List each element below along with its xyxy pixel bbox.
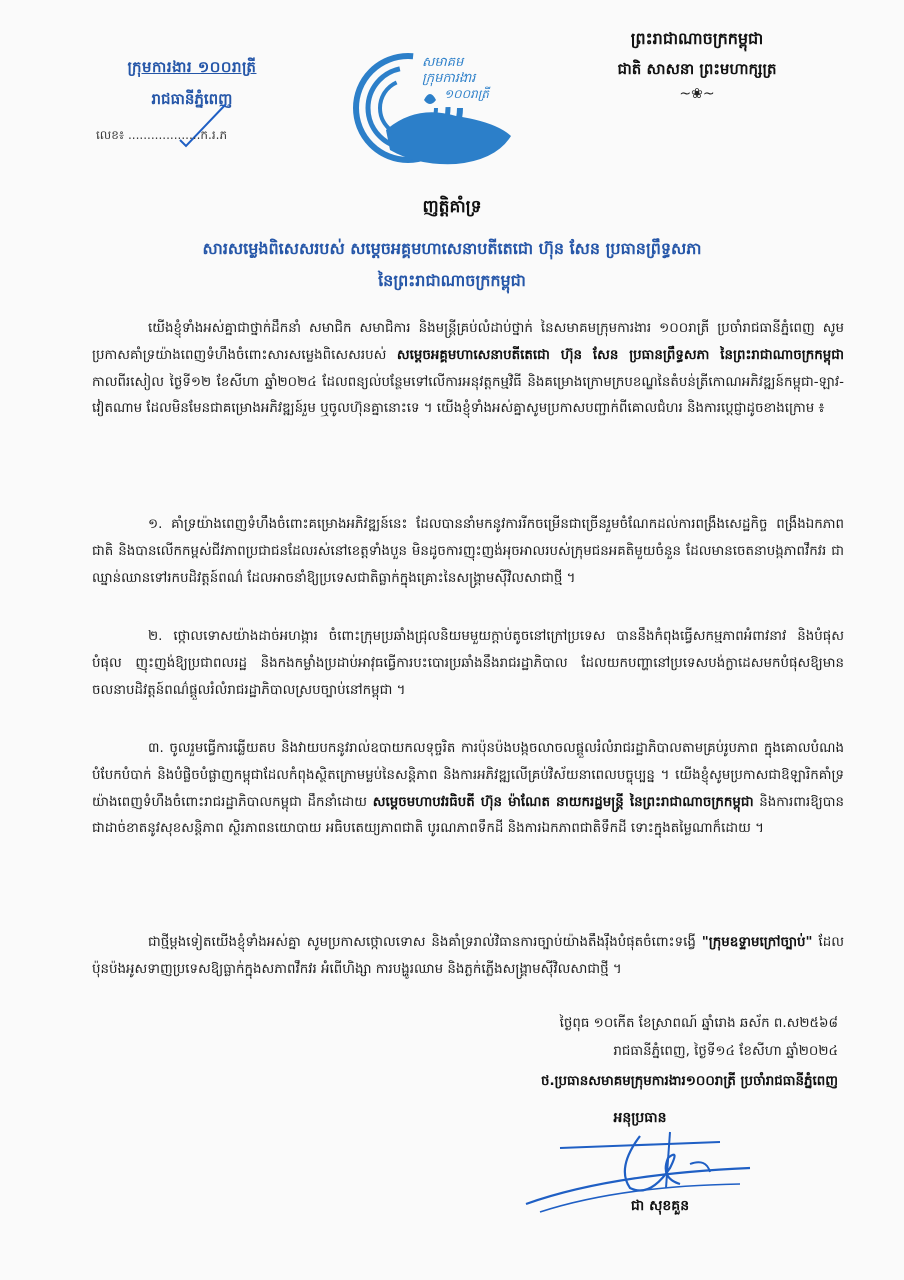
document-subtitle-line2: នៃព្រះរាជាណាចក្រកម្ពុជា [378, 271, 526, 290]
intro-paragraph [92, 316, 844, 423]
signer-name: ជា សុខគួន [630, 1198, 690, 1214]
association-logo-icon [346, 44, 524, 172]
logo-text-2: ក្រុមការងារ [422, 71, 476, 86]
point-2-text: ២. ថ្កោលទោសយ៉ាងដាច់អហង្ការ ចំពោះក្រុមប្រឆាំងជ្រុលនិយមមួយក្តាប់តូចនៅក្រៅប្រទេស បាននឹងកំពុងធ្វើសកម្មភាពអំពាវនាវ និងបំផុសបំផុល ញុះញង់ឱ្យប្រជាពលរដ្ឋ និងកងកម្លាំងប្រដាប់អាវុធធ្វើការបះបោរប្រឆាំងនឹងរាជរដ្ឋាភិបាល ដែលយកបញ្ហានៅប្រទេសបង់ក្លាដេសមកបំផុសឱ្យមានចលនាបដិវត្តន៍ពណ៌ផ្តួលរំលំរាជរដ្ឋាភិបាលស្របច្បាប់នៅកម្ពុជា ។ [92, 629, 844, 698]
document-title: ញត្តិគាំទ្រ [422, 197, 482, 217]
closing-paragraph [92, 930, 844, 984]
closing-text-bold: "ក្រុមឧទ្ទាមក្រៅច្បាប់" [701, 935, 813, 950]
signer-role: អនុប្រធាន [613, 1110, 667, 1126]
document-subtitle-line1: សារសម្លេងពិសេសរបស់ សម្តេចអគ្គមហាសេនាបតីតេជោ ហ៊ុន សែន ប្រធានព្រឹទ្ធសភា [202, 239, 702, 258]
point-3-text-a: ៣. ចូលរួមធ្វើការឆ្លើយតប និងវាយបកនូវរាល់ឧបាយកលទុច្ចរិត ការប៉ុនប៉ងបង្កចលាចលផ្តួលរំលំរាជរដ្ឋាភិបាលតាមគ្រប់រូបភាព ក្នុងគោលបំណងបំបែកបំបាក់ និងបំផ្លិចបំផ្លាញកម្ពុជាដែលកំពុងស្ថិតក្រោមម្លប់នៃសន្តិភាព និងការអភិវឌ្ឍលើគ្រប់វិស័យនាពេលបច្ចុប្បន្ន ។ យើងខ្ញុំសូមប្រកាសជាឱឡារិកគាំទ្រយ៉ាងពេញទំហឹងចំពោះរាជរដ្ឋាភិបាលកម្ពុជា ដឹកនាំដោយ [92, 741, 844, 810]
national-motto: ជាតិ សាសនា ព្រះមហាក្សត្រ [617, 60, 777, 78]
logo-text-1: សមាគម [422, 55, 464, 70]
point-3-paragraph [92, 736, 844, 843]
point-2-paragraph [92, 624, 844, 704]
closing-text-b: ដែលប៉ុនប៉ងអូសទាញប្រទេសឱ្យធ្លាក់ក្នុងសភាពវឹកវរ អំពើហិង្សា ការបង្ហូរឈាម និងភ្លក់ភ្លើងសង្គ្រាមស៊ីវិលសាជាថ្មី ។ [92, 935, 844, 977]
issuer-city: រាជធានីភ្នំពេញ [151, 90, 233, 108]
kingdom-name: ព្រះរាជាណាចក្រកម្ពុជា [630, 29, 764, 48]
ornament-icon: ~❀~ [679, 86, 715, 102]
solar-date: រាជធានីភ្នំពេញ, ថ្ងៃទី១៤ ខែសីហា ឆ្នាំ២០២៤ [613, 1044, 838, 1059]
closing-text-a: ជាថ្មីម្តងទៀតយើងខ្ញុំទាំងអស់គ្នា សូមប្រកាសថ្កោលទោស និងគាំទ្ររាល់វិធានការច្បាប់យ៉ាងតឹងរ៉ឹងបំផុតចំពោះទង្វើ [148, 935, 702, 950]
kingdom-block [572, 28, 822, 102]
intro-text-a: យើងខ្ញុំទាំងអស់គ្នាជាថ្នាក់ដឹកនាំ សមាជិក សមាជិការ និងមន្ត្រីគ្រប់លំដាប់ថ្នាក់ នៃសមាគមក្រុមការងារ ១០០រាត្រី ប្រចាំរាជធានីភ្នំពេញ សូមប្រកាសគាំទ្រយ៉ាងពេញទំហឹងចំពោះសារសម្លេងពិសេសរបស់ [92, 321, 844, 363]
intro-text-b: កាលពីរសៀល ថ្ងៃទី១២ ខែសីហា ឆ្នាំ២០២៤ ដែលពន្យល់បន្ថែមទៅលើការអនុវត្តកម្មវិធី និងគម្រោងក្រោមក្របខណ្ឌនៃតំបន់ត្រីកោណអភិវឌ្ឍន៍កម្ពុជា-ឡាវ-វៀតណាម ដែលមិនមែនជាគម្រោងអភិវឌ្ឍន៍រួម ឬចូលហ៊ុនគ្នានោះទេ ។ យើងខ្ញុំទាំងអស់គ្នាសូមប្រកាសបញ្ជាក់ពីគោលជំហរ និងការប្តេជ្ញាដូចខាងក្រោម ៖ [92, 374, 844, 417]
point-3-text-bold: សម្តេចមហាបវរធិបតី ហ៊ុន ម៉ាណែត នាយករដ្ឋមន្ត្រី នៃព្រះរាជាណាចក្រកម្ពុជា [372, 794, 754, 810]
logo-text-3: ១០០រាត្រី [444, 87, 489, 101]
signing-organization: ថ.ប្រធានសមាគមក្រុមការងារ១០០រាត្រី ប្រចាំរាជធានីភ្នំពេញ [540, 1074, 838, 1089]
lunar-date: ថ្ងៃពុធ ១០កើត ខែស្រាពណ៍ ឆ្នាំរោង ឆស័ក ព.ស២៥៦៨ [559, 1016, 838, 1031]
issuer-org-name: ក្រុមការងារ ១០០រាត្រី [127, 58, 257, 76]
intro-text-bold: សម្តេចអគ្គមហាសេនាបតីតេជោ ហ៊ុន សែន ប្រធានព្រឹទ្ធសភា នៃព្រះរាជាណាចក្រកម្ពុជា [396, 347, 844, 363]
point-3-text-b: និងការពារឱ្យបានជាដាច់ខាតនូវសុខសន្តិភាព ស្ថិរភាពនយោបាយ អធិបតេយ្យភាពជាតិ បូរណភាពទឹកដី និងការឯកភាពជាតិទឹកដី ទោះក្នុងតម្លៃណាក៏ដោយ ។ [92, 794, 845, 837]
point-1-paragraph [92, 512, 844, 592]
point-1-text: ១. គាំទ្រយ៉ាងពេញទំហឹងចំពោះគម្រោងអភិវឌ្ឍន៍នេះ ដែលបាននាំមកនូវការរីកចម្រើនជាច្រើនរួមចំណែកដល់ការពង្រឹងសេដ្ឋកិច្ច ពង្រឹងឯកភាពជាតិ និងបានលើកកម្ពស់ជីវភាពប្រជាជនដែលរស់នៅខេត្តទាំងបួន មិនដូចការញុះញង់អុចអាលរបស់ក្រុមជនអគតិមួយចំនួន ដែលមានចេតនាបង្កភាពវឹកវរ ជាឈ្នាន់ឈានទៅរកបដិវត្តន៍ពណ៌ ដែលអាចនាំឱ្យប្រទេសជាតិធ្លាក់ក្នុងគ្រោះនៃសង្គ្រាមស៊ីវិលសាជាថ្មី ។ [92, 517, 844, 586]
reference-number: លេខ៖ ...................ក.រ.ភ [96, 128, 228, 142]
